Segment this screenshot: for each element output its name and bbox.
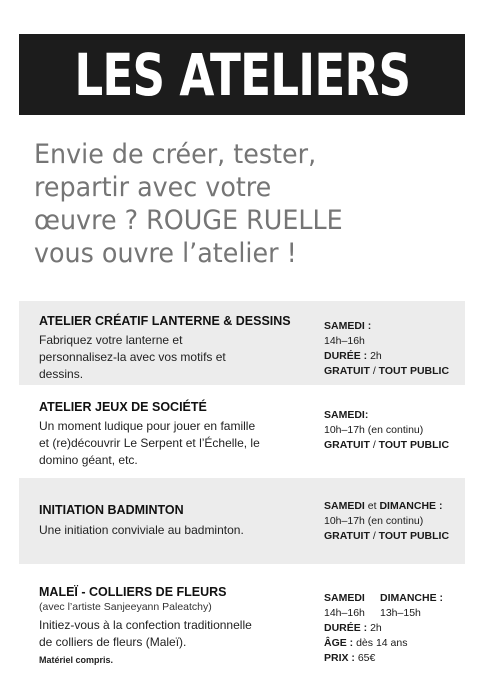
separator: / xyxy=(372,439,376,451)
price-value: 65€ xyxy=(357,652,376,664)
workshop-desc-line: domino géant, etc. xyxy=(39,453,138,467)
price-label: GRATUIT xyxy=(324,530,370,542)
duration-label: DURÉE : xyxy=(324,622,368,634)
workshop-lanterne xyxy=(19,301,465,385)
workshop-jeux xyxy=(19,392,465,472)
intro-line: Envie de créer, tester, xyxy=(34,139,317,170)
workshop-desc-line: Une initiation conviviale au badminton. xyxy=(39,523,244,537)
intro-line: repartir avec votre xyxy=(34,172,272,203)
workshop-desc-line: Un moment ludique pour jouer en famille xyxy=(39,419,256,433)
audience-label: TOUT PUBLIC xyxy=(378,530,450,542)
hours: 10h–17h (en continu) xyxy=(324,515,424,527)
workshop-title: ATELIER CRÉATIF LANTERNE & DESSINS xyxy=(39,314,291,328)
duration-label: DURÉE : xyxy=(324,350,368,362)
page-title-banner xyxy=(19,34,465,115)
intro-line: œuvre ? ROUGE RUELLE xyxy=(34,205,343,236)
page-title: LES ATELIERS xyxy=(74,40,410,109)
workshop-desc-line: dessins. xyxy=(39,367,84,381)
workshop-desc-line: de colliers de fleurs (Maleï). xyxy=(39,635,187,649)
intro-line: vous ouvre l’atelier ! xyxy=(34,238,297,269)
day-conjunction: et xyxy=(367,500,377,512)
workshop-title: INITIATION BADMINTON xyxy=(39,503,184,517)
workshop-desc-line: et (re)découvrir Le Serpent et l’Échelle, le xyxy=(39,436,260,450)
day-label-saturday: SAMEDI xyxy=(324,592,365,604)
hours: 10h–17h (en continu) xyxy=(324,424,424,436)
price-label: GRATUIT xyxy=(324,365,370,377)
workshop-desc-line: Fabriquez votre lanterne et xyxy=(39,333,183,347)
hours-sunday: 13h–15h xyxy=(380,607,421,619)
workshop-artist: (avec l’artiste Sanjeeyann Paleatchy) xyxy=(39,601,212,613)
separator: / xyxy=(372,530,376,542)
workshop-desc-line: personnalisez-la avec vos motifs et xyxy=(39,350,226,364)
day-label-sunday: DIMANCHE : xyxy=(379,500,443,512)
intro-text xyxy=(34,138,454,270)
day-label: SAMEDI: xyxy=(324,409,369,421)
day-label: SAMEDI : xyxy=(324,320,372,332)
duration-value: 2h xyxy=(370,350,382,362)
duration-value: 2h xyxy=(370,622,382,634)
workshop-badminton xyxy=(19,478,465,564)
workshop-title: ATELIER JEUX DE SOCIÉTÉ xyxy=(39,400,207,414)
day-label-sunday: DIMANCHE : xyxy=(380,592,443,604)
hours: 14h–16h xyxy=(324,335,365,347)
workshop-malei xyxy=(19,578,465,678)
price-label: GRATUIT xyxy=(324,439,370,451)
audience-label: TOUT PUBLIC xyxy=(378,439,450,451)
workshop-note: Matériel compris. xyxy=(39,655,114,665)
age-value: dès 14 ans xyxy=(356,637,408,649)
workshop-desc-line: Initiez-vous à la confection traditionnelle xyxy=(39,618,252,632)
workshop-title: MALEÏ - COLLIERS DE FLEURS xyxy=(39,585,227,599)
age-label: ÂGE : xyxy=(324,637,354,649)
day-label-saturday: SAMEDI xyxy=(324,500,365,512)
audience-label: TOUT PUBLIC xyxy=(378,365,450,377)
separator: / xyxy=(372,365,376,377)
hours-saturday: 14h–16h xyxy=(324,607,365,619)
price-label: PRIX : xyxy=(324,652,355,664)
